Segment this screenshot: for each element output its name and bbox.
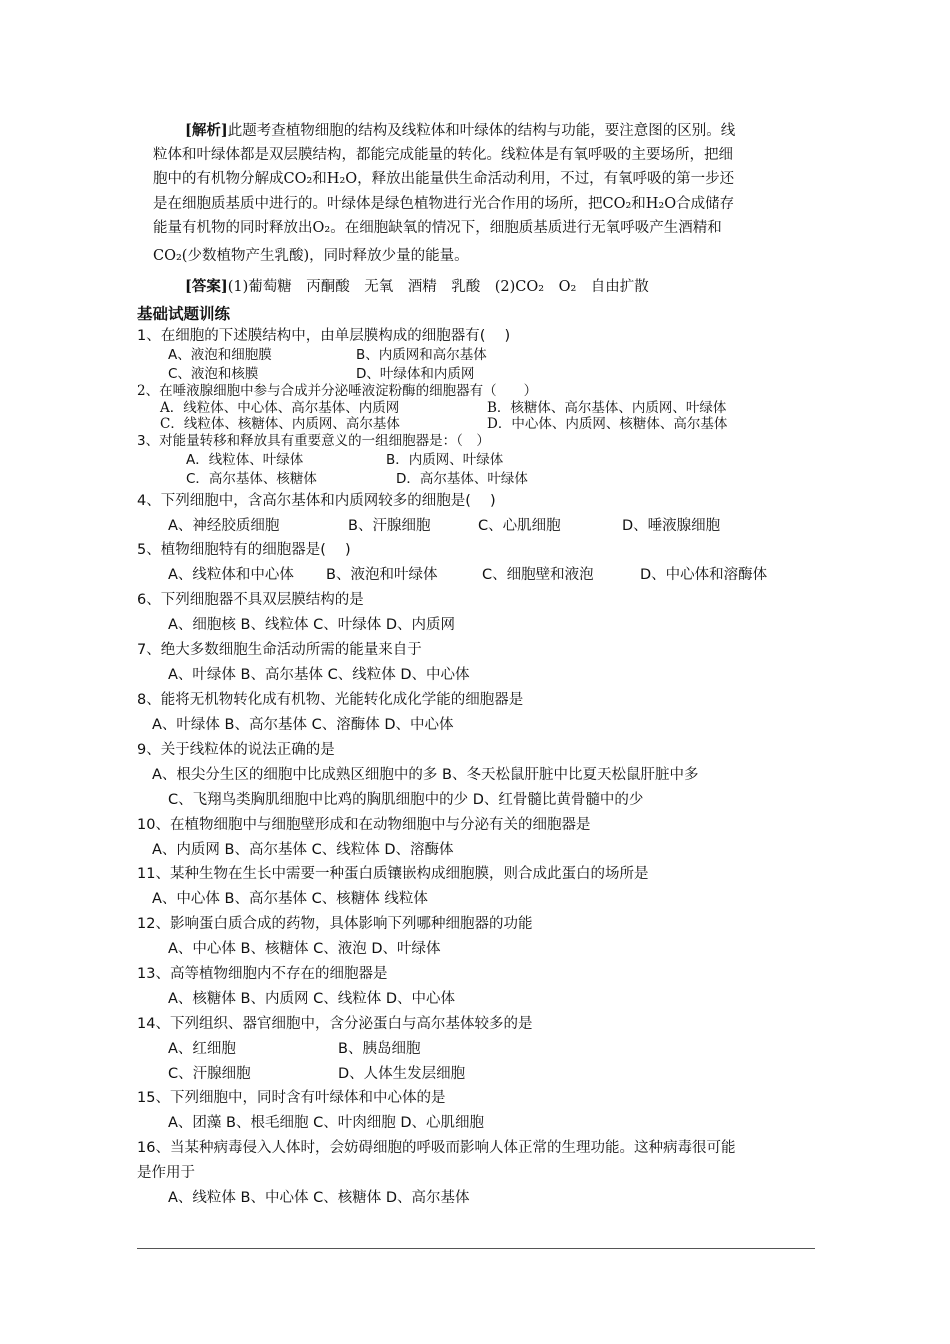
option: C．线粒体、核糖体、内质网、高尔基体 bbox=[160, 416, 400, 432]
question-stem: 9、关于线粒体的说法正确的是 bbox=[137, 742, 335, 758]
answer-label: [答案] bbox=[185, 278, 228, 295]
analysis-label: [解析] bbox=[185, 122, 228, 139]
question-stem: 5、植物细胞特有的细胞器是( ) bbox=[137, 542, 351, 558]
option: B、胰岛细胞 bbox=[338, 1041, 421, 1057]
option: A、团藻 B、根毛细胞 C、叶肉细胞 D、心肌细胞 bbox=[168, 1115, 484, 1131]
option: A、中心体 B、高尔基体 C、核糖体 线粒体 bbox=[152, 891, 428, 907]
section-title: 基础试题训练 bbox=[137, 305, 231, 323]
analysis-line-5: 能量有机物的同时释放出O₂。在细胞缺氧的情况下，细胞质基质进行无氧呼吸产生酒精和 bbox=[153, 220, 722, 236]
question-stem: 2、在唾液腺细胞中参与合成并分泌唾液淀粉酶的细胞器有（ ） bbox=[137, 383, 538, 399]
option: B、液泡和叶绿体 bbox=[326, 567, 438, 583]
option: A、核糖体 B、内质网 C、线粒体 D、中心体 bbox=[168, 991, 455, 1007]
question-stem: 12、影响蛋白质合成的药物，具体影响下列哪种细胞器的功能 bbox=[137, 916, 533, 932]
question-stem: 16、当某种病毒侵入人体时，会妨碍细胞的呼吸而影响人体正常的生理功能。这种病毒很可能 bbox=[137, 1140, 736, 1156]
option: A．线粒体、叶绿体 bbox=[186, 452, 304, 468]
footer-divider bbox=[137, 1248, 815, 1249]
option: A、内质网 B、高尔基体 C、线粒体 D、溶酶体 bbox=[152, 842, 454, 858]
answer-line: [答案](1)葡萄糖 丙酮酸 无氧 酒精 乳酸 (2)CO₂ O₂ 自由扩散 bbox=[185, 278, 649, 295]
option: D、人体生发层细胞 bbox=[338, 1066, 466, 1082]
question-stem: 3、对能量转移和释放具有重要意义的一组细胞器是：（ ） bbox=[137, 433, 490, 449]
question-stem-continued: 是作用于 bbox=[137, 1165, 195, 1181]
question-stem: 1、在细胞的下述膜结构中，由单层膜构成的细胞器有( ) bbox=[137, 328, 511, 344]
option: B．内质网、叶绿体 bbox=[386, 452, 504, 468]
question-stem: 11、某种生物在生长中需要一种蛋白质镶嵌构成细胞膜，则合成此蛋白的场所是 bbox=[137, 866, 649, 882]
question-stem: 7、绝大多数细胞生命活动所需的能量来自于 bbox=[137, 642, 422, 658]
option: A、神经胶质细胞 bbox=[168, 518, 280, 534]
option: D．中心体、内质网、核糖体、高尔基体 bbox=[487, 416, 728, 432]
option: A、线粒体 B、中心体 C、核糖体 D、高尔基体 bbox=[168, 1190, 470, 1206]
option: A、红细胞 bbox=[168, 1041, 236, 1057]
question-stem: 10、在植物细胞中与细胞壁形成和在动物细胞中与分泌有关的细胞器是 bbox=[137, 817, 591, 833]
option: C、汗腺细胞 bbox=[168, 1066, 251, 1082]
option: C．高尔基体、核糖体 bbox=[186, 471, 317, 487]
option: A、中心体 B、核糖体 C、液泡 D、叶绿体 bbox=[168, 941, 441, 957]
option: A、叶绿体 B、高尔基体 C、溶酶体 D、中心体 bbox=[152, 717, 454, 733]
option: D、叶绿体和内质网 bbox=[356, 366, 475, 382]
option: A、叶绿体 B、高尔基体 C、线粒体 D、中心体 bbox=[168, 667, 470, 683]
option: D．高尔基体、叶绿体 bbox=[396, 471, 528, 487]
analysis-line-1: [解析]此题考查植物细胞的结构及线粒体和叶绿体的结构与功能，要注意图的区别。线 bbox=[185, 122, 736, 139]
analysis-line-2: 粒体和叶绿体都是双层膜结构，都能完成能量的转化。线粒体是有氧呼吸的主要场所，把细 bbox=[153, 147, 733, 163]
question-stem: 15、下列细胞中，同时含有叶绿体和中心体的是 bbox=[137, 1090, 446, 1106]
option: B、内质网和高尔基体 bbox=[356, 347, 487, 363]
option: A、液泡和细胞膜 bbox=[168, 347, 272, 363]
option: A、根尖分生区的细胞中比成熟区细胞中的多 B、冬天松鼠肝脏中比夏天松鼠肝脏中多 bbox=[152, 767, 699, 783]
question-stem: 14、下列组织、器官细胞中，含分泌蛋白与高尔基体较多的是 bbox=[137, 1016, 533, 1032]
question-stem: 4、下列细胞中，含高尔基体和内质网较多的细胞是( ) bbox=[137, 493, 496, 509]
analysis-line-4: 是在细胞质基质中进行的。叶绿体是绿色植物进行光合作用的场所，把CO₂和H₂O合成储存 bbox=[153, 196, 735, 212]
option: D、中心体和溶酶体 bbox=[640, 567, 768, 583]
question-stem: 6、下列细胞器不具双层膜结构的是 bbox=[137, 592, 364, 608]
option: A、细胞核 B、线粒体 C、叶绿体 D、内质网 bbox=[168, 617, 455, 633]
option: D、唾液腺细胞 bbox=[622, 518, 721, 534]
option: C、液泡和核膜 bbox=[168, 366, 259, 382]
option: A、线粒体和中心体 bbox=[168, 567, 294, 583]
option: A．线粒体、中心体、高尔基体、内质网 bbox=[160, 400, 400, 416]
question-stem: 8、能将无机物转化成有机物、光能转化成化学能的细胞器是 bbox=[137, 692, 524, 708]
analysis-line-6: CO₂(少数植物产生乳酸)，同时释放少量的能量。 bbox=[153, 248, 469, 264]
option: B．核糖体、高尔基体、内质网、叶绿体 bbox=[487, 400, 727, 416]
analysis-line-3: 胞中的有机物分解成CO₂和H₂O，释放出能量供生命活动利用，不过，有氧呼吸的第一步还 bbox=[153, 171, 735, 187]
option: C、飞翔鸟类胸肌细胞中比鸡的胸肌细胞中的少 D、红骨髓比黄骨髓中的少 bbox=[168, 792, 644, 808]
option: B、汗腺细胞 bbox=[348, 518, 431, 534]
option: C、细胞壁和液泡 bbox=[482, 567, 594, 583]
question-stem: 13、高等植物细胞内不存在的细胞器是 bbox=[137, 966, 388, 982]
option: C、心肌细胞 bbox=[478, 518, 561, 534]
